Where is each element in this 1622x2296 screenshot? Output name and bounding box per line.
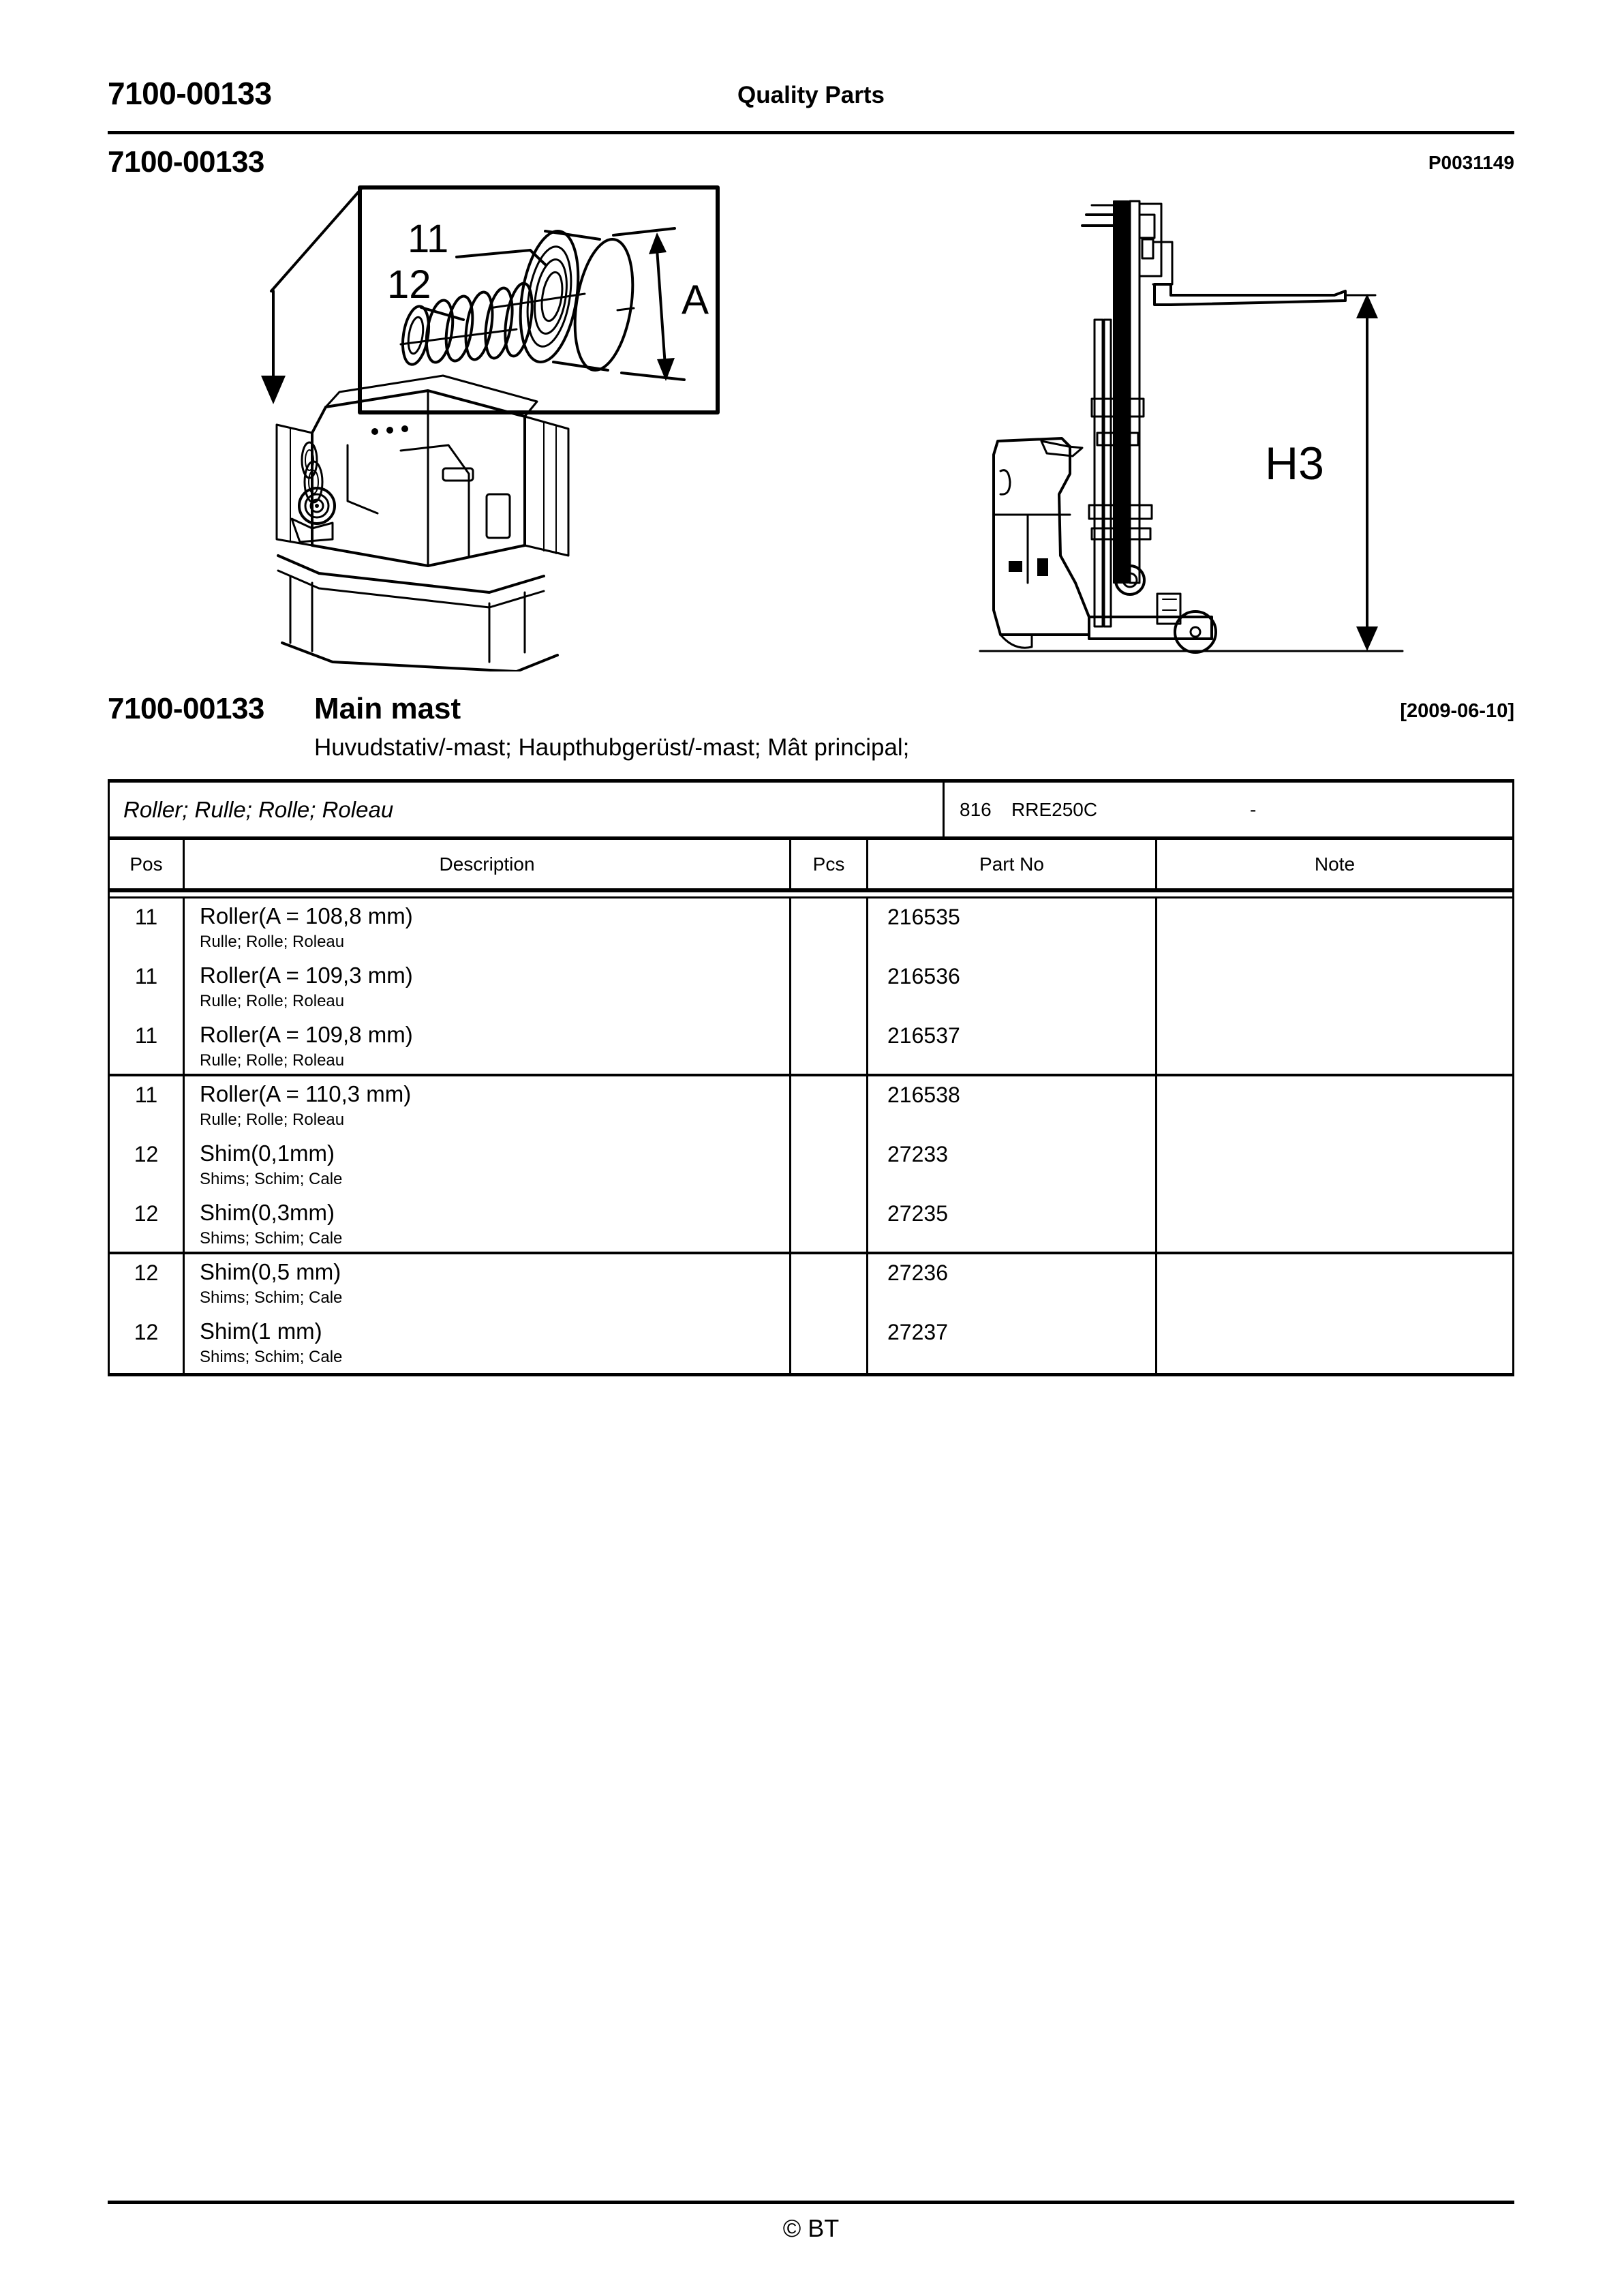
description-primary: Shim(1 mm): [200, 1318, 322, 1344]
cell-note: [1157, 1136, 1512, 1195]
group-model-cell: [945, 783, 1512, 836]
callout-leader-arrowhead: [261, 376, 286, 404]
cell-part-no[interactable]: 27233: [868, 1136, 1157, 1195]
cell-note: [1157, 958, 1512, 1017]
table-header-divider: [110, 890, 1512, 898]
footer-divider-rule: [108, 2201, 1514, 2204]
description-primary: Roller(A = 109,3 mm): [200, 963, 413, 988]
description-translations: Shims; Schim; Cale: [200, 1228, 343, 1248]
column-header-pos: Pos: [110, 840, 185, 888]
description-primary: Roller(A = 108,8 mm): [200, 903, 413, 928]
cell-pcs: [791, 1254, 868, 1314]
cell-description: [185, 1254, 791, 1314]
technical-illustration: [108, 174, 1514, 671]
figure-reference-id: P0031149: [1428, 152, 1514, 173]
cell-pcs: [791, 958, 868, 1017]
description-primary: Shim(0,1mm): [200, 1141, 335, 1166]
description-translations: Shims; Schim; Cale: [200, 1347, 343, 1366]
callout-leader-line: [271, 189, 361, 291]
dimension-a-label: A: [682, 277, 709, 322]
table-column-headers: [110, 840, 1512, 890]
cell-pos: 12: [110, 1195, 185, 1252]
cell-pos: 11: [110, 1017, 185, 1074]
description-translations: Shims; Schim; Cale: [200, 1169, 343, 1188]
table-row[interactable]: [110, 1017, 1512, 1076]
table-body: [110, 898, 1512, 1373]
table-row[interactable]: [110, 1195, 1512, 1254]
table-row[interactable]: [110, 958, 1512, 1017]
cell-pos: 11: [110, 1076, 185, 1136]
page-title: Main mast: [314, 692, 461, 725]
table-row[interactable]: [110, 1136, 1512, 1195]
header-section-code: 7100-00133: [108, 76, 272, 111]
section-title-block: [108, 692, 1514, 770]
cell-description: [185, 1076, 791, 1136]
section-title-translations: Huvudstativ/-mast; Haupthubgerüst/-mast; Mât principal;: [314, 734, 910, 761]
cell-pos: 12: [110, 1314, 185, 1373]
cell-part-no[interactable]: 216535: [868, 898, 1157, 958]
description-primary: Roller(A = 110,3 mm): [200, 1081, 412, 1106]
description-translations: Rulle; Rolle; Roleau: [200, 1051, 345, 1070]
footer-copyright: © BT: [782, 2214, 840, 2242]
parts-table: [108, 779, 1514, 1376]
table-row[interactable]: [110, 898, 1512, 958]
table-row[interactable]: [110, 1254, 1512, 1314]
h3-dimension-label: H3: [1265, 438, 1324, 489]
cell-description: [185, 958, 791, 1017]
cell-pos: 12: [110, 1136, 185, 1195]
cell-part-no[interactable]: 216537: [868, 1017, 1157, 1074]
description-primary: Shim(0,5 mm): [200, 1259, 341, 1284]
callout-label-12: 12: [387, 262, 431, 307]
column-header-part-no: Part No: [868, 840, 1157, 888]
header-divider-rule: [108, 131, 1514, 134]
cell-description: [185, 1314, 791, 1373]
cell-note: [1157, 1254, 1512, 1314]
column-header-note: Note: [1314, 853, 1356, 875]
cell-part-no[interactable]: 27236: [868, 1254, 1157, 1314]
table-group-row: [110, 783, 1512, 840]
column-header-pcs: Pcs: [791, 840, 868, 888]
cell-part-no[interactable]: 216538: [868, 1076, 1157, 1136]
group-name-label: Roller; Rulle; Rolle; Roleau: [110, 783, 945, 836]
cell-part-no[interactable]: 27235: [868, 1195, 1157, 1252]
description-primary: Shim(0,3mm): [200, 1200, 335, 1225]
cell-pcs: [791, 898, 868, 958]
cell-pcs: [791, 1136, 868, 1195]
reach-truck-side-view: [980, 201, 1403, 652]
section-title-code: 7100-00133: [108, 692, 264, 725]
cell-pcs: [791, 1195, 868, 1252]
header-document-title: Quality Parts: [737, 82, 885, 108]
cell-note: [1157, 898, 1512, 958]
cell-description: [185, 898, 791, 958]
cell-pos: 11: [110, 958, 185, 1017]
cell-pos: 11: [110, 898, 185, 958]
cell-note: [1157, 1195, 1512, 1252]
cell-pcs: [791, 1314, 868, 1373]
description-primary: Roller(A = 109,8 mm): [200, 1022, 413, 1047]
cell-description: [185, 1136, 791, 1195]
description-translations: Shims; Schim; Cale: [200, 1288, 343, 1307]
page-header: [108, 75, 1514, 130]
cell-part-no[interactable]: 216536: [868, 958, 1157, 1017]
cell-note: [1157, 1076, 1512, 1136]
mast-carriage-assembly-drawing: [277, 376, 568, 671]
description-translations: Rulle; Rolle; Roleau: [200, 932, 345, 951]
cell-description: [185, 1017, 791, 1074]
cell-pcs: [791, 1076, 868, 1136]
column-header-description: Description: [185, 840, 791, 888]
group-model-name: RRE250C: [1011, 798, 1098, 820]
h3-arrow-top: [1356, 294, 1378, 318]
description-translations: Rulle; Rolle; Roleau: [200, 1110, 345, 1129]
cell-note: [1157, 1314, 1512, 1373]
revision-date: [2009-06-10]: [1400, 700, 1514, 722]
table-row[interactable]: [110, 1076, 1512, 1136]
cell-part-no[interactable]: 27237: [868, 1314, 1157, 1373]
h3-arrow-bottom: [1356, 626, 1378, 651]
table-row[interactable]: [110, 1314, 1512, 1373]
cell-note: [1157, 1017, 1512, 1074]
cell-description: [185, 1195, 791, 1252]
callout-label-11: 11: [408, 217, 449, 261]
description-translations: Rulle; Rolle; Roleau: [200, 991, 345, 1010]
illustration-svg: [108, 174, 1514, 671]
cell-pos: 12: [110, 1254, 185, 1314]
cell-pcs: [791, 1017, 868, 1074]
group-model-note: -: [1250, 798, 1257, 820]
subheader-section-code: 7100-00133: [108, 145, 264, 179]
group-model-number: 816: [960, 798, 992, 820]
